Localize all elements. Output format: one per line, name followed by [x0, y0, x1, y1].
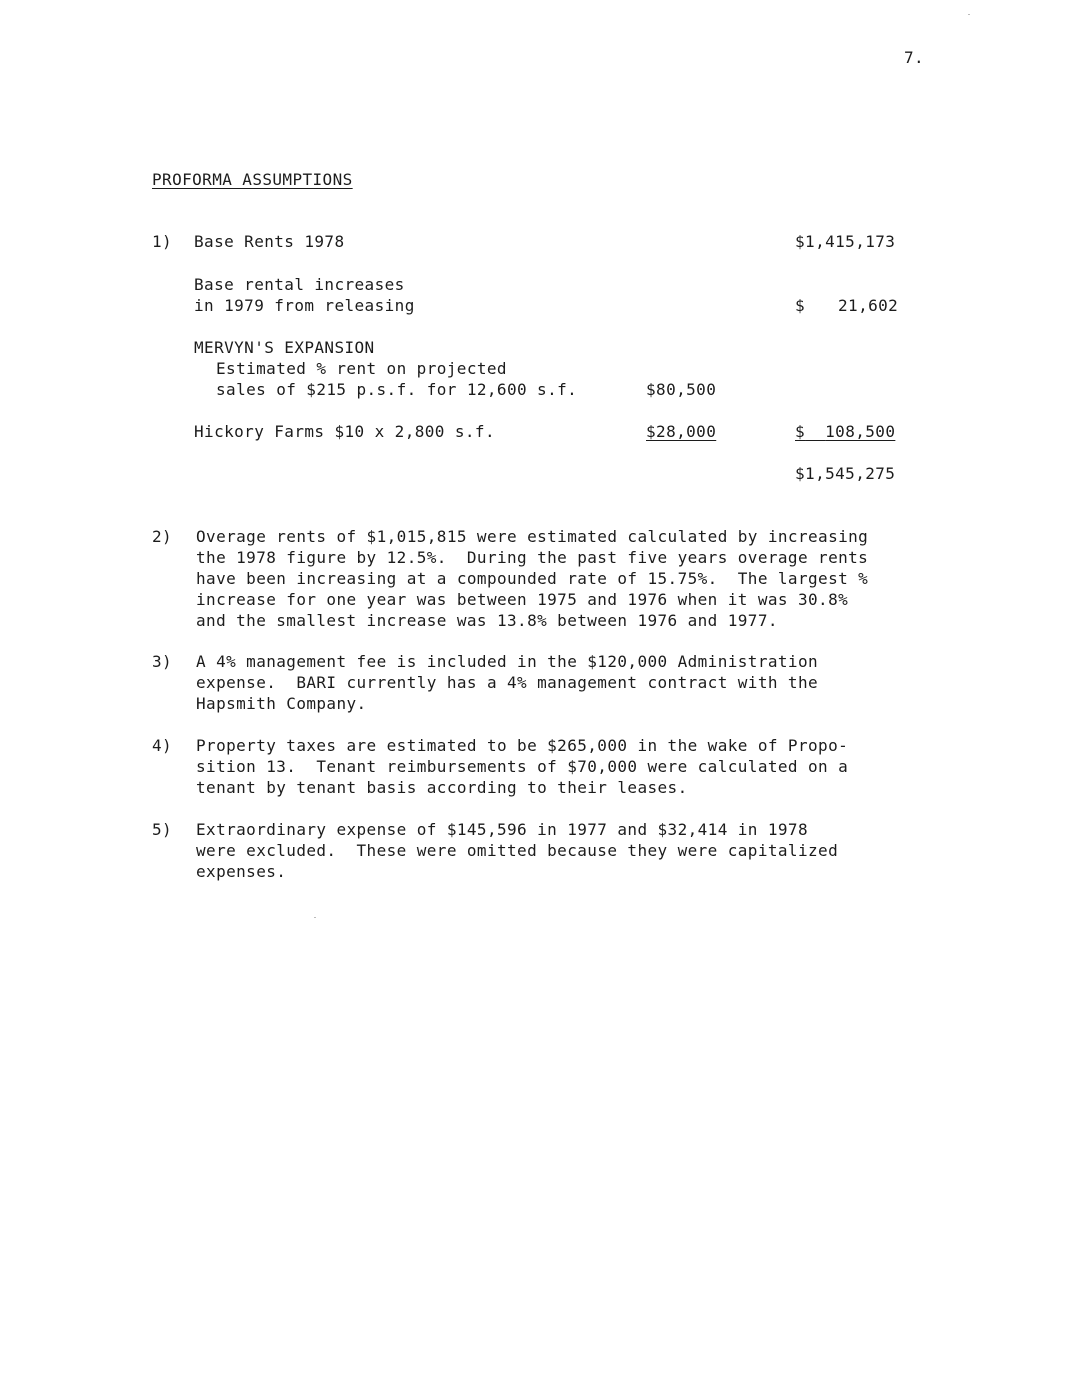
item-number: 1) — [152, 232, 173, 251]
scan-speck — [314, 917, 316, 918]
increase-label-line2: in 1979 from releasing — [194, 296, 415, 315]
total-value: $1,545,275 — [795, 464, 896, 483]
base-rents-value: $1,415,173 — [795, 232, 896, 251]
item-number: 2) — [152, 527, 173, 546]
subtotal-amount: 108,500 — [825, 422, 896, 441]
item-text — [196, 526, 936, 631]
text-line: Hapsmith Company. — [196, 694, 367, 713]
text-line: and the smallest increase was 13.8% between 1976 and 1977. — [196, 611, 778, 630]
text-line: have been increasing at a compounded rate of 15.75%. The largest % — [196, 569, 869, 588]
increase-value: 21,602 — [838, 296, 899, 315]
text-line: expenses. — [196, 862, 287, 881]
item-text — [196, 735, 936, 798]
text-line: tenant by tenant basis according to their leases. — [196, 778, 688, 797]
item-text — [196, 819, 936, 882]
text-line: Extraordinary expense of $145,596 in 1977 and $32,414 in 1978 — [196, 820, 809, 839]
item-text — [196, 651, 936, 714]
item-number: 3) — [152, 652, 173, 671]
mervyns-line1: Estimated % rent on projected — [216, 359, 507, 378]
mervyns-line2: sales of $215 p.s.f. for 12,600 s.f. — [216, 380, 578, 399]
text-line: the 1978 figure by 12.5%. During the past five years overage rents — [196, 548, 869, 567]
scan-speck — [968, 14, 970, 15]
mervyns-heading: MERVYN'S EXPANSION — [194, 338, 375, 357]
text-line: expense. BARI currently has a 4% management contract with the — [196, 673, 819, 692]
hickory-value: $28,000 — [646, 422, 717, 441]
item-number: 5) — [152, 820, 173, 839]
mervyns-value: $80,500 — [646, 380, 717, 399]
text-line: increase for one year was between 1975 and 1976 when it was 30.8% — [196, 590, 849, 609]
text-line: Property taxes are estimated to be $265,000 in the wake of Propo- — [196, 736, 849, 755]
item-number: 4) — [152, 736, 173, 755]
hickory-label: Hickory Farms $10 x 2,800 s.f. — [194, 422, 495, 441]
subtotal-value — [795, 421, 895, 442]
increase-value-symbol: $ — [795, 296, 806, 315]
base-rents-label: Base Rents 1978 — [194, 232, 345, 251]
text-line: sition 13. Tenant reimbursements of $70,000 were calculated on a — [196, 757, 849, 776]
text-line: were excluded. These were omitted because they were capitalized — [196, 841, 839, 860]
increase-label-line1: Base rental increases — [194, 275, 405, 294]
page-number: 7. — [904, 48, 925, 67]
subtotal-symbol: $ — [795, 422, 806, 441]
text-line: Overage rents of $1,015,815 were estimated calculated by increasing — [196, 527, 869, 546]
page-heading: PROFORMA ASSUMPTIONS — [152, 170, 353, 189]
text-line: A 4% management fee is included in the $120,000 Administration — [196, 652, 819, 671]
